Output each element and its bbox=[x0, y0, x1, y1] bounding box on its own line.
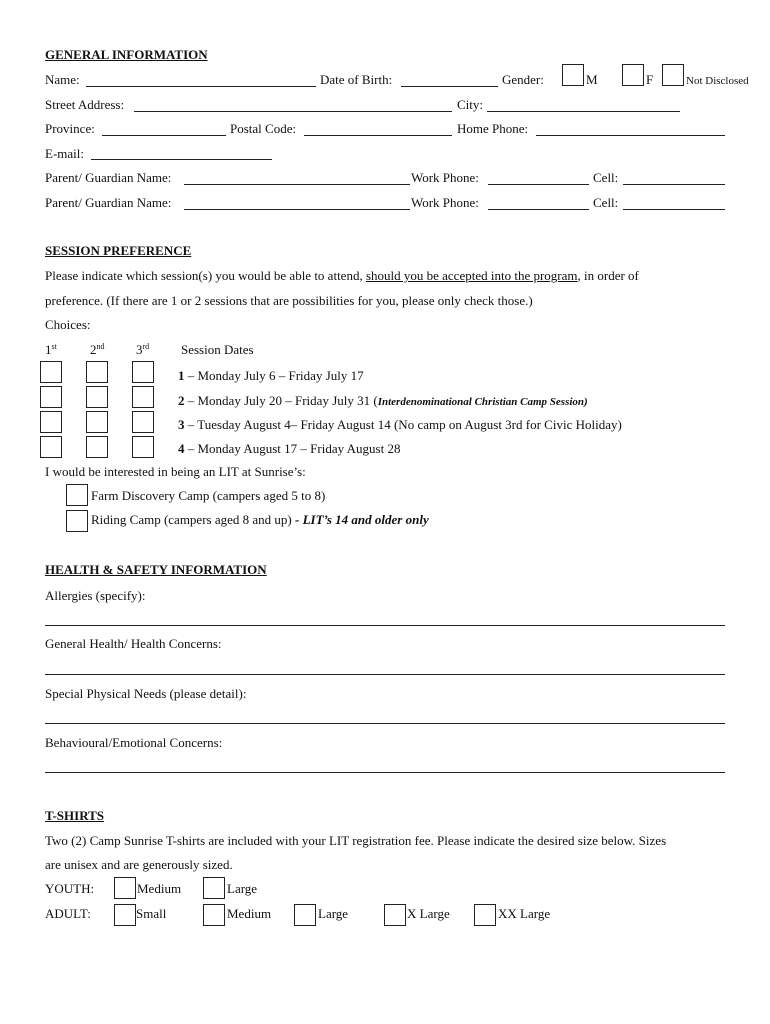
adult-large-label: Large bbox=[318, 906, 349, 921]
session3-choice3-checkbox[interactable] bbox=[132, 411, 154, 433]
province-field[interactable] bbox=[102, 135, 226, 136]
lit-interest-label: I would be interested in being an LIT at Sunrise’s: bbox=[45, 464, 306, 479]
session-intro-underlined: should you be accepted into the program bbox=[365, 268, 578, 283]
cell1-label: Cell: bbox=[593, 170, 619, 185]
allergies-label: Allergies (specify): bbox=[45, 588, 146, 603]
session2-choice2-checkbox[interactable] bbox=[86, 386, 108, 408]
physical-needs-field[interactable] bbox=[45, 723, 725, 724]
cell1-field[interactable] bbox=[623, 184, 725, 185]
first-choice-header: 1st bbox=[45, 342, 57, 357]
name-field[interactable] bbox=[86, 86, 316, 87]
youth-medium-checkbox[interactable] bbox=[114, 877, 136, 899]
work-phone1-field[interactable] bbox=[488, 184, 589, 185]
session2-choice3-checkbox[interactable] bbox=[132, 386, 154, 408]
gender-f-checkbox[interactable] bbox=[622, 64, 644, 86]
adult-xlarge-label: X Large bbox=[407, 906, 450, 921]
cell2-label: Cell: bbox=[593, 195, 619, 210]
guardian2-field[interactable] bbox=[184, 209, 410, 210]
guardian2-label: Parent/ Guardian Name: bbox=[45, 195, 172, 210]
session1-choice3-checkbox[interactable] bbox=[132, 361, 154, 383]
session4-choice3-checkbox[interactable] bbox=[132, 436, 154, 458]
postal-field[interactable] bbox=[304, 135, 452, 136]
behavioural-field[interactable] bbox=[45, 772, 725, 773]
email-label: E-mail: bbox=[45, 146, 84, 161]
youth-label: YOUTH: bbox=[45, 881, 95, 896]
adult-small-label: Small bbox=[136, 906, 167, 921]
physical-needs-label: Special Physical Needs (please detail): bbox=[45, 686, 247, 701]
gender-m-checkbox[interactable] bbox=[562, 64, 584, 86]
gender-m-label: M bbox=[586, 72, 598, 87]
guardian1-label: Parent/ Guardian Name: bbox=[45, 170, 172, 185]
health-heading: HEALTH & SAFETY INFORMATION bbox=[45, 562, 267, 577]
name-label: Name: bbox=[45, 72, 80, 87]
session-2-row: 2 – Monday July 20 – Friday July 31 (Interdenominational Christian Camp Session) bbox=[178, 393, 588, 408]
session-intro-b: , in order of bbox=[577, 268, 639, 283]
session1-choice2-checkbox[interactable] bbox=[86, 361, 108, 383]
session2-choice1-checkbox[interactable] bbox=[40, 386, 62, 408]
dob-label: Date of Birth: bbox=[320, 72, 393, 87]
gender-nd-label: Not Disclosed bbox=[686, 75, 749, 87]
gender-f-label: F bbox=[646, 72, 654, 87]
choices-label: Choices: bbox=[45, 317, 91, 332]
allergies-field[interactable] bbox=[45, 625, 725, 626]
gender-nd-checkbox[interactable] bbox=[662, 64, 684, 86]
city-field[interactable] bbox=[487, 111, 680, 112]
street-label: Street Address: bbox=[45, 97, 125, 112]
adult-xlarge-checkbox[interactable] bbox=[384, 904, 406, 926]
session1-choice1-checkbox[interactable] bbox=[40, 361, 62, 383]
youth-large-checkbox[interactable] bbox=[203, 877, 225, 899]
general-heading: GENERAL INFORMATION bbox=[45, 47, 208, 62]
session-intro-line2: preference. (If there are 1 or 2 sessions that are possibilities for you, please only check those.) bbox=[45, 293, 533, 308]
behavioural-label: Behavioural/Emotional Concerns: bbox=[45, 735, 223, 750]
street-field[interactable] bbox=[134, 111, 452, 112]
session-heading: SESSION PREFERENCE bbox=[45, 243, 192, 258]
session-intro-a: Please indicate which session(s) you would be able to attend, bbox=[45, 268, 363, 283]
lit-farm-checkbox[interactable] bbox=[66, 484, 88, 506]
third-choice-header: 3rd bbox=[136, 342, 150, 357]
home-phone-field[interactable] bbox=[536, 135, 725, 136]
adult-label: ADULT: bbox=[45, 906, 91, 921]
session-intro-line1 bbox=[45, 268, 639, 284]
lit-riding-label: Riding Camp (campers aged 8 and up) - LIT’s 14 and older only bbox=[91, 512, 429, 527]
tshirts-heading: T-SHIRTS bbox=[45, 808, 105, 823]
adult-xxlarge-checkbox[interactable] bbox=[474, 904, 496, 926]
adult-medium-checkbox[interactable] bbox=[203, 904, 225, 926]
session-4-row: 4 – Monday August 17 – Friday August 28 bbox=[178, 441, 401, 456]
postal-label: Postal Code: bbox=[230, 121, 297, 136]
lit-riding-checkbox[interactable] bbox=[66, 510, 88, 532]
second-choice-header: 2nd bbox=[90, 342, 105, 357]
dob-field[interactable] bbox=[401, 86, 498, 87]
session3-choice1-checkbox[interactable] bbox=[40, 411, 62, 433]
lit-farm-label: Farm Discovery Camp (campers aged 5 to 8) bbox=[91, 488, 326, 503]
tshirts-line1: Two (2) Camp Sunrise T-shirts are included with your LIT registration fee. Please indicate the desired size below. Sizes bbox=[45, 833, 667, 848]
work-phone1-label: Work Phone: bbox=[411, 170, 479, 185]
work-phone2-field[interactable] bbox=[488, 209, 589, 210]
email-field[interactable] bbox=[91, 159, 272, 160]
adult-medium-label: Medium bbox=[227, 906, 272, 921]
guardian1-field[interactable] bbox=[184, 184, 410, 185]
session-dates-label: Session Dates bbox=[181, 342, 254, 357]
tshirts-line2: are unisex and are generously sized. bbox=[45, 857, 233, 872]
session-3-row: 3 – Tuesday August 4– Friday August 14 (No camp on August 3rd for Civic Holiday) bbox=[178, 417, 622, 432]
adult-small-checkbox[interactable] bbox=[114, 904, 136, 926]
session-1-row: 1 – Monday July 6 – Friday July 17 bbox=[178, 368, 364, 383]
session4-choice2-checkbox[interactable] bbox=[86, 436, 108, 458]
session4-choice1-checkbox[interactable] bbox=[40, 436, 62, 458]
general-health-label: General Health/ Health Concerns: bbox=[45, 636, 222, 651]
work-phone2-label: Work Phone: bbox=[411, 195, 479, 210]
general-health-field[interactable] bbox=[45, 674, 725, 675]
youth-medium-label: Medium bbox=[137, 881, 182, 896]
adult-large-checkbox[interactable] bbox=[294, 904, 316, 926]
cell2-field[interactable] bbox=[623, 209, 725, 210]
session3-choice2-checkbox[interactable] bbox=[86, 411, 108, 433]
gender-label: Gender: bbox=[502, 72, 544, 87]
home-phone-label: Home Phone: bbox=[457, 121, 529, 136]
province-label: Province: bbox=[45, 121, 95, 136]
city-label: City: bbox=[457, 97, 484, 112]
adult-xxlarge-label: XX Large bbox=[498, 906, 551, 921]
youth-large-label: Large bbox=[227, 881, 258, 896]
